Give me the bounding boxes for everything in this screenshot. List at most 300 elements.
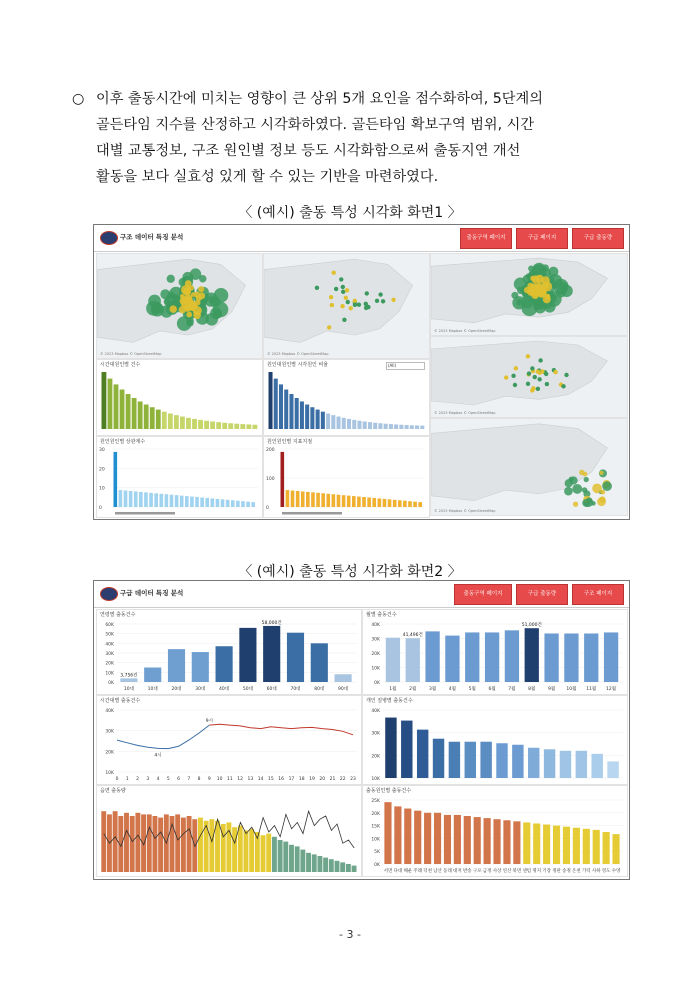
mini-bar — [347, 419, 351, 429]
dashboard-screenshot-1 — [93, 224, 630, 520]
bar-panel-title: 원인원인별 상관계수 — [100, 439, 146, 445]
bar — [401, 721, 412, 778]
map-dot — [365, 291, 369, 295]
mini-bar — [175, 495, 179, 507]
heat-blob — [198, 286, 204, 292]
mini-bar — [139, 492, 143, 507]
bar — [583, 829, 590, 864]
mini-bar — [240, 424, 245, 429]
y-tick-label: 20K — [105, 750, 114, 756]
y-tick-label: 10K — [371, 666, 380, 672]
mini-bar — [321, 493, 325, 507]
bar — [153, 816, 158, 872]
bar — [433, 739, 444, 778]
heat-blob — [180, 294, 185, 299]
map-credit: © 2023 Mapbox © OpenStreetMap — [100, 352, 162, 356]
bar — [505, 630, 519, 682]
heat-blob — [517, 287, 524, 294]
mini-bar — [198, 420, 203, 429]
nav-button-2[interactable]: 구급 출동량 — [516, 584, 568, 605]
y-tick-label: 30K — [105, 729, 114, 735]
line-series-morning — [117, 725, 209, 749]
app-header — [94, 225, 629, 252]
bar — [311, 643, 328, 682]
bar — [543, 825, 550, 864]
mini-bar — [367, 497, 371, 507]
mini-bar — [144, 492, 148, 507]
x-tick-label: 17 — [288, 777, 295, 782]
x-tick-label: 구포 — [472, 869, 482, 874]
mini-bar — [337, 417, 341, 429]
bar — [147, 814, 152, 872]
age-bar-chart[interactable] — [97, 610, 361, 694]
panel-title: 출동원인별 출동건수 — [366, 788, 412, 794]
heatmap-map[interactable] — [431, 419, 627, 515]
x-tick-label: 10대 — [123, 687, 134, 692]
heat-blob — [208, 296, 216, 304]
x-tick-label: 80대 — [314, 687, 325, 692]
x-tick-label: 11 — [227, 777, 233, 782]
mini-bar — [205, 498, 209, 507]
bar — [560, 751, 571, 778]
bar — [604, 632, 618, 682]
bar-panel-3 — [96, 436, 263, 518]
bar — [512, 745, 523, 778]
x-tick-label: 사하 — [591, 869, 601, 874]
bar — [576, 751, 587, 778]
bar — [444, 815, 451, 864]
panel-title: 시간대별 출동건수 — [100, 698, 141, 704]
line-series-day — [209, 724, 353, 735]
x-tick-label: 12월 — [606, 687, 617, 692]
correlation-bar-chart[interactable] — [97, 437, 262, 517]
heat-blob — [532, 275, 540, 283]
bar — [528, 748, 539, 778]
bar — [417, 730, 428, 778]
mini-bar — [124, 491, 128, 507]
heat-blob — [187, 302, 197, 312]
bar — [306, 853, 311, 872]
mini-bar — [180, 417, 185, 429]
y-tick-label: 30K — [371, 637, 380, 643]
ratio-bar-chart[interactable] — [264, 360, 429, 435]
x-tick-label: 금정 — [482, 869, 492, 874]
y-tick-label: 20K — [371, 652, 380, 657]
x-tick-label: 1월 — [389, 687, 397, 692]
map-dot — [341, 285, 345, 289]
map-dot — [511, 374, 515, 378]
panel-title: 읍면 출동량 — [100, 788, 126, 794]
mini-bar — [311, 492, 315, 507]
x-tick-label: 6 — [177, 777, 181, 782]
map-dot — [341, 290, 345, 294]
hour-line-chart[interactable] — [97, 696, 361, 784]
mini-bar — [383, 499, 387, 507]
map-dot — [340, 304, 344, 308]
bar — [385, 718, 396, 778]
y-tick-label: 100 — [266, 477, 275, 482]
x-tick-label: 4 — [156, 777, 160, 782]
x-tick-label: 12 — [237, 777, 243, 782]
app-title: 구조 데이터 특징 분석 — [120, 233, 184, 241]
x-tick-label: 반송 — [462, 869, 472, 874]
x-tick-label: 13 — [247, 777, 254, 782]
mini-bar — [420, 426, 424, 429]
bar — [198, 818, 203, 872]
mini-bar — [373, 423, 377, 429]
x-tick-label: 덕천 — [423, 869, 432, 874]
heat-blob — [167, 275, 175, 283]
heat-blob — [184, 287, 191, 294]
bar — [287, 633, 304, 682]
map-panel-2 — [263, 253, 430, 359]
mini-bar — [174, 415, 179, 429]
mini-bar — [221, 499, 225, 507]
mini-bar — [398, 500, 402, 507]
dot-map[interactable] — [264, 254, 429, 358]
mini-bar — [195, 497, 199, 507]
x-tick-label: 5 — [166, 777, 170, 782]
x-tick-label: 센텀 — [522, 869, 532, 874]
mini-bar — [134, 491, 138, 507]
heat-blob — [586, 497, 592, 503]
bar — [249, 829, 254, 872]
dot-map[interactable] — [431, 337, 627, 417]
mini-bar — [226, 500, 230, 507]
y-tick-label: 40K — [371, 709, 380, 714]
heat-blob — [565, 479, 573, 487]
mini-bar — [102, 372, 107, 429]
mini-bar — [156, 410, 161, 429]
map-dot — [339, 277, 343, 281]
map-dot — [334, 287, 338, 291]
mini-bar — [393, 500, 397, 507]
heat-blob — [186, 312, 192, 318]
map-dot — [364, 306, 368, 310]
bar — [563, 827, 570, 864]
category-select[interactable]: (All) — [386, 362, 425, 370]
y-tick-label: 15K — [371, 824, 380, 830]
map-dot — [537, 377, 541, 381]
bar — [445, 636, 459, 682]
nav-button-2[interactable]: 구급 페이지 — [516, 228, 568, 249]
mini-bar — [216, 499, 220, 507]
app-header — [94, 581, 629, 608]
x-tick-label: 연산 — [502, 869, 512, 874]
map-dot — [530, 366, 534, 370]
y-tick-label: 0K — [374, 681, 380, 686]
mini-bar — [378, 423, 382, 429]
map-dot — [375, 299, 379, 303]
x-tick-label: 8월 — [528, 687, 536, 692]
heat-blob — [573, 501, 578, 506]
x-tick-label: 영도 — [601, 869, 611, 874]
town-bar-line-chart[interactable] — [97, 786, 361, 876]
map-dot — [346, 300, 350, 304]
bar — [346, 864, 351, 872]
x-tick-label: 7월 — [508, 687, 516, 692]
town-panel — [96, 785, 362, 877]
mini-bar — [363, 421, 367, 429]
bar — [300, 850, 305, 872]
x-tick-label: 16 — [278, 777, 285, 782]
bar — [480, 742, 491, 778]
heat-blob — [572, 484, 582, 494]
bar — [564, 633, 578, 682]
mini-bar — [114, 384, 119, 429]
map-dot — [345, 288, 349, 292]
map-dot — [344, 296, 348, 300]
x-tick-label: 서면 — [383, 869, 393, 874]
x-tick-label: 70대 — [290, 687, 301, 692]
mini-bar — [337, 495, 341, 507]
y-tick-label: 20K — [371, 754, 380, 760]
mini-bar — [281, 452, 285, 507]
mini-bar — [211, 498, 215, 507]
map-dot — [353, 299, 357, 303]
map-credit: © 2023 Mapbox © OpenStreetMap — [434, 329, 496, 333]
bar — [168, 649, 185, 682]
bar — [289, 845, 294, 872]
mini-bar — [144, 405, 149, 429]
x-tick-label: 9 — [207, 777, 211, 782]
mini-bar — [192, 419, 197, 429]
nav-button-1[interactable]: 출동구역 페이지 — [454, 584, 512, 605]
mini-bar — [410, 425, 414, 429]
heat-blob — [564, 487, 573, 496]
heat-blob — [523, 275, 531, 283]
indicator-bar-chart[interactable] — [264, 437, 429, 517]
mini-bar — [165, 494, 169, 507]
paragraph-line-4: 활동을 보다 실효성 있게 할 수 있는 기반을 마련하였다. — [96, 169, 439, 185]
app-title: 구급 데이터 특징 분석 — [120, 589, 184, 597]
heat-blob — [160, 289, 170, 299]
y-tick-label: 10K — [105, 671, 114, 677]
heat-blob — [179, 306, 186, 313]
x-tick-label: 90대 — [338, 687, 349, 692]
heat-blob — [602, 481, 612, 491]
x-tick-label: 사상 — [492, 869, 502, 874]
x-tick-label: 30대 — [195, 687, 206, 692]
mini-bar — [289, 394, 293, 429]
heatmap-map[interactable] — [97, 254, 262, 358]
bar — [144, 668, 161, 683]
mini-bar — [408, 501, 412, 507]
y-tick-label: 20K — [105, 661, 114, 667]
bar — [141, 814, 146, 872]
x-tick-label: 송정 — [562, 869, 571, 874]
bar — [525, 628, 539, 682]
bar — [434, 813, 441, 864]
y-tick-label: 40K — [105, 642, 114, 648]
heat-blob — [196, 295, 202, 301]
y-tick-label: 0 — [266, 506, 269, 511]
x-tick-label: 4월 — [448, 687, 457, 692]
bar — [340, 862, 345, 872]
bar — [295, 846, 300, 872]
nav-button-3[interactable]: 구조 페이지 — [572, 584, 624, 605]
map-dot — [378, 292, 382, 296]
y-tick-label: 5K — [374, 850, 380, 856]
x-tick-label: 1 — [125, 777, 129, 782]
x-tick-label: 3월 — [428, 687, 437, 692]
bar — [352, 866, 357, 872]
mini-bar — [269, 372, 273, 429]
bar — [335, 674, 352, 682]
map-dot — [381, 299, 385, 303]
x-tick-label: 21 — [329, 777, 336, 782]
map-panel-5 — [430, 418, 628, 516]
y-tick-label: 30 — [99, 448, 105, 453]
heat-blob — [524, 287, 531, 294]
mini-bar — [418, 502, 422, 507]
bar — [175, 814, 180, 872]
bar — [424, 813, 431, 864]
map-dot — [330, 303, 334, 307]
x-tick-label: 10 — [216, 777, 223, 782]
heat-blob — [560, 282, 568, 290]
y-tick-label: 0K — [374, 863, 380, 868]
bar — [406, 638, 420, 682]
bar — [232, 827, 237, 872]
y-tick-label: 0K — [108, 681, 114, 686]
map-dot — [332, 271, 336, 275]
bar — [425, 631, 439, 682]
heat-blob — [597, 497, 606, 506]
x-tick-label: 11월 — [586, 687, 597, 692]
bar — [130, 816, 135, 872]
mini-bar — [357, 497, 361, 507]
x-tick-label: 18 — [298, 777, 305, 782]
disease-panel — [362, 695, 628, 785]
bar — [209, 819, 214, 872]
mini-bar — [246, 502, 250, 507]
bar — [181, 818, 186, 872]
mini-bar — [305, 405, 309, 429]
x-tick-label: 7 — [187, 777, 191, 782]
map-dot — [536, 387, 540, 391]
bar — [533, 823, 540, 864]
heat-blob — [600, 490, 605, 495]
y-tick-label: 40K — [371, 623, 380, 628]
x-tick-label: 0 — [115, 777, 119, 782]
scroll-bar — [115, 512, 175, 515]
mini-bar — [362, 497, 366, 507]
mini-bar — [108, 379, 113, 429]
page-number: - 3 - — [339, 928, 361, 941]
mini-bar — [331, 415, 335, 429]
data-label: 41,496건 — [402, 633, 423, 639]
mini-bar — [120, 390, 125, 429]
mini-bar — [168, 414, 173, 429]
heat-blob — [193, 311, 201, 319]
intro-paragraph — [72, 86, 642, 190]
map-dot — [561, 384, 565, 388]
bar — [215, 821, 220, 872]
mini-bar — [378, 498, 382, 507]
mini-bar — [321, 412, 325, 429]
x-tick-label: 2월 — [409, 687, 417, 692]
mini-bar — [251, 502, 255, 507]
bar — [135, 813, 140, 872]
bar — [503, 820, 510, 864]
mini-bar — [132, 398, 137, 429]
mini-bar — [415, 425, 419, 429]
mini-bar — [204, 421, 209, 429]
bar — [513, 821, 520, 864]
y-tick-label: 10K — [105, 771, 114, 776]
bar — [335, 861, 340, 872]
heat-blob — [579, 470, 585, 476]
bar — [317, 856, 322, 872]
y-tick-label: 50K — [105, 632, 114, 638]
mini-bar — [326, 414, 330, 429]
x-tick-label: 14 — [257, 777, 264, 782]
heat-blob — [191, 292, 196, 297]
paragraph-line-2: 골든타임 지수를 산정하고 시각화하였다. 골든타임 확보구역 범위, 시간 — [96, 117, 535, 133]
bar — [394, 806, 401, 864]
x-tick-label: 온천 — [572, 869, 581, 874]
mini-bar — [154, 493, 158, 507]
mini-bar — [216, 422, 221, 429]
bar — [465, 742, 476, 778]
mini-bar — [274, 379, 278, 429]
map-dot — [513, 383, 517, 387]
mini-bar — [234, 424, 239, 429]
heat-blob — [532, 263, 545, 276]
bar — [573, 828, 580, 864]
nav-button-1[interactable]: 출동구역 페이지 — [460, 228, 512, 249]
nav-button-3[interactable]: 구급 출동량 — [572, 228, 624, 249]
mini-bar — [352, 496, 356, 507]
bar — [244, 830, 249, 872]
bar-panel-title: 시간대원인별 건수 — [100, 362, 141, 368]
mini-bar — [114, 452, 118, 507]
heat-blob — [584, 477, 589, 482]
bar — [283, 842, 288, 872]
mini-bar — [405, 425, 409, 429]
mini-bar — [126, 394, 131, 429]
bar — [465, 632, 479, 682]
bar — [261, 835, 266, 872]
cause-bar-chart[interactable] — [363, 786, 627, 876]
cause-bar-chart[interactable] — [97, 360, 262, 435]
mini-bar — [316, 410, 320, 429]
data-label: 58,000건 — [261, 620, 282, 626]
map-dot — [504, 375, 508, 379]
mini-bar — [200, 497, 204, 507]
mini-bar — [149, 493, 153, 507]
mini-bar — [342, 495, 346, 507]
heat-blob — [528, 265, 534, 271]
map-dot — [526, 382, 530, 386]
mini-bar — [310, 407, 314, 429]
heatmap-map[interactable] — [431, 254, 627, 335]
x-tick-label: 20대 — [171, 687, 182, 692]
map-dot — [349, 306, 353, 310]
disease-bar-chart[interactable] — [363, 696, 627, 784]
mini-bar — [246, 424, 251, 429]
mini-bar — [295, 398, 299, 429]
map-dot — [315, 286, 319, 290]
month-bar-chart[interactable] — [363, 610, 627, 694]
x-tick-label: 23 — [350, 777, 356, 782]
mini-bar — [389, 424, 393, 429]
figure-caption-2: 〈 (예시) 출동 특성 시각화 화면2 〉 — [238, 564, 462, 580]
y-tick-label: 10K — [371, 777, 380, 782]
mini-bar — [185, 496, 189, 507]
x-tick-label: 19 — [309, 777, 315, 782]
